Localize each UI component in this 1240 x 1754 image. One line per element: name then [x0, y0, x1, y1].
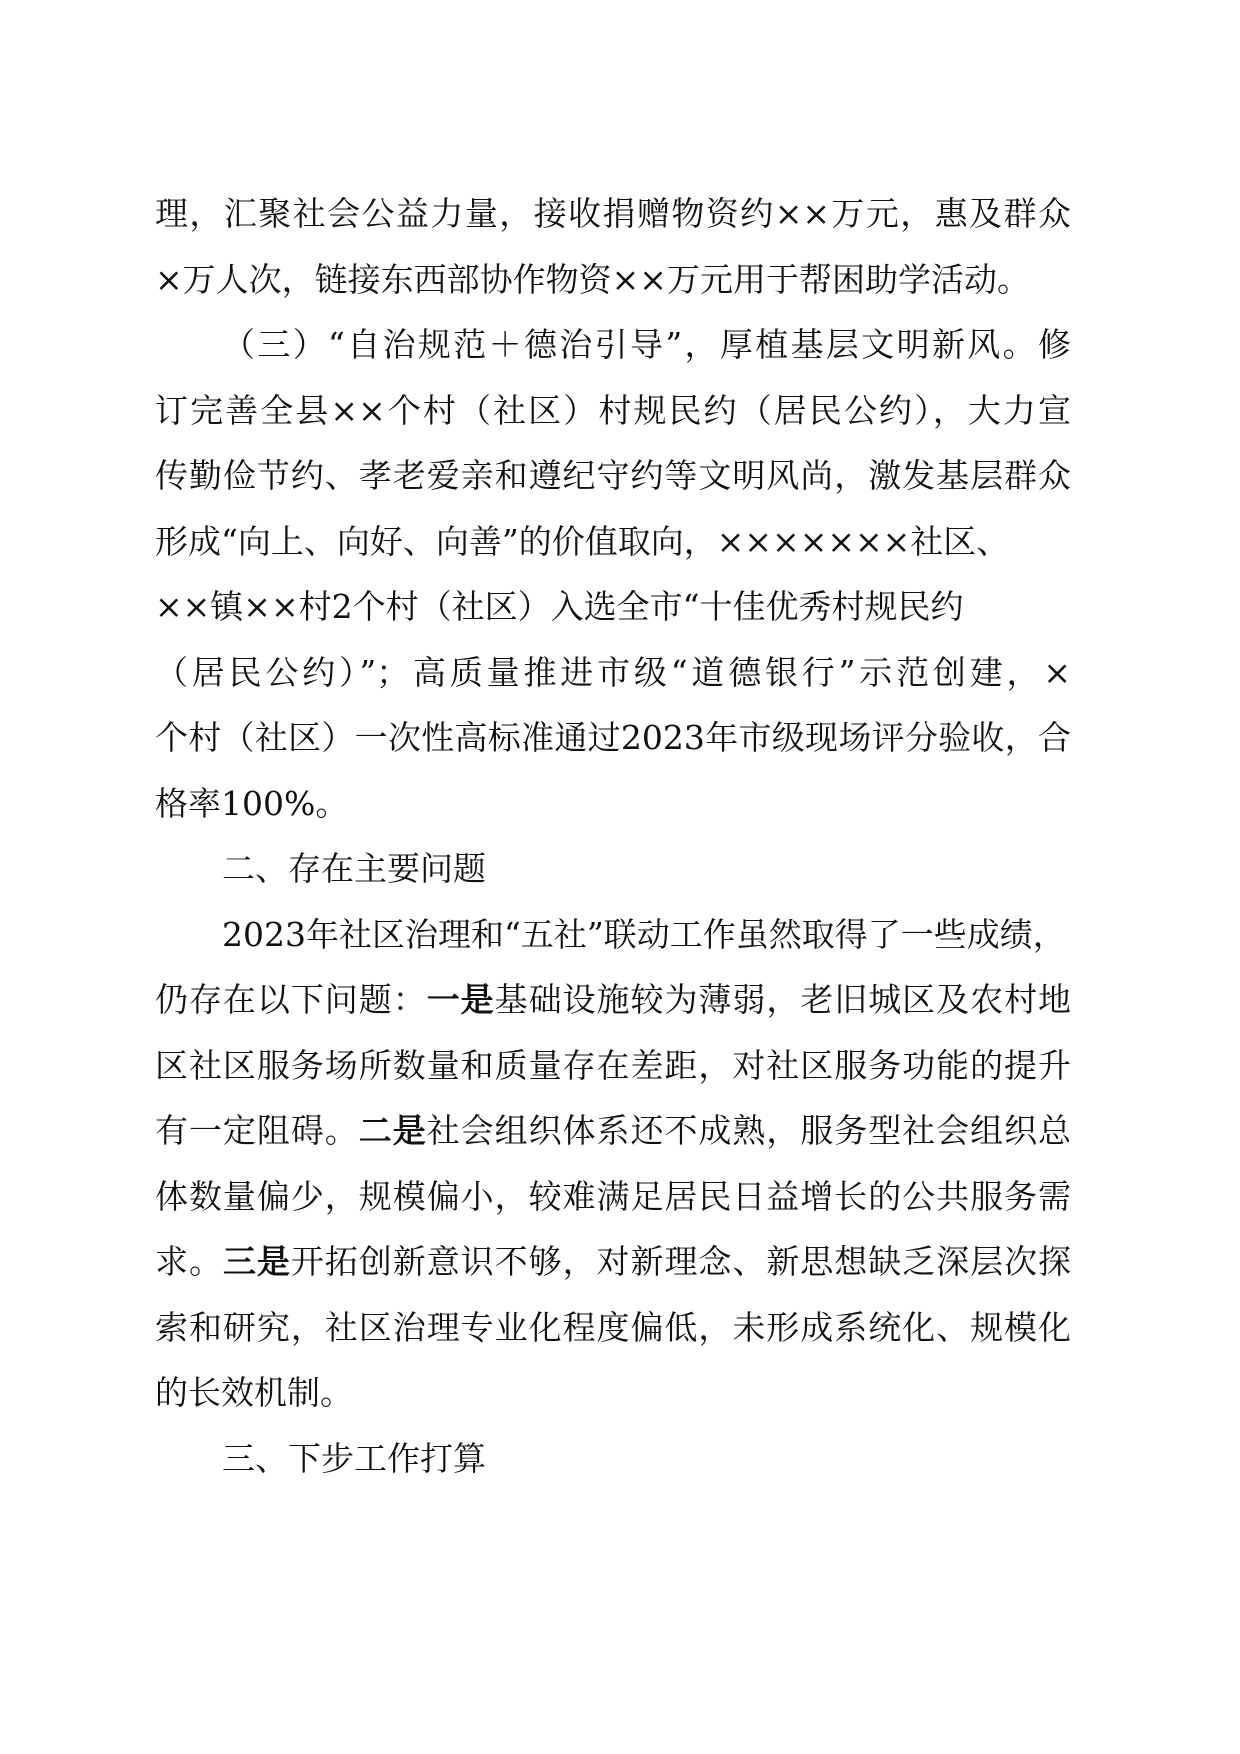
bold-label: 二是	[358, 1111, 427, 1150]
text-segment: 基础设施较为薄弱，老旧城区及农村地	[494, 980, 1072, 1019]
text-line	[155, 1229, 1071, 1295]
text-line: 个村（社区）一次性高标准通过2023年市级现场评分验收，合	[155, 718, 1071, 757]
text-line	[155, 1098, 1071, 1164]
text-line: 理，汇聚社会公益力量，接收捐赠物资约××万元，惠及群众	[155, 194, 1071, 233]
text-line: 的长效机制。	[155, 1373, 353, 1412]
text-line: ××镇××村2个村（社区）入选全市“十佳优秀村规民约	[155, 587, 964, 626]
text-segment: 开拓创新意识不够，对新理念、新思想缺乏深层次探	[290, 1242, 1072, 1281]
heading-next-steps: 三、下步工作打算	[222, 1438, 486, 1478]
text-line: 传勤俭节约、孝老爱亲和遵纪守约等文明风尚，激发基层群众	[155, 456, 1071, 495]
text-line: 体数量偏少，规模偏小，较难满足居民日益增长的公共服务需	[155, 1176, 1071, 1216]
text-segment: 有一定阻碍。	[155, 1111, 359, 1150]
bold-label: 三是	[222, 1242, 291, 1281]
text-line: ×万人次，链接东西部协作物资××万元用于帮困助学活动。	[155, 259, 1030, 299]
text-line: （居民公约）”；高质量推进市级“道德银行”示范创建，×	[155, 652, 1071, 692]
text-line: 形成“向上、向好、向善”的价值取向，×××××××社区、	[155, 521, 1010, 561]
heading-problems: 二、存在主要问题	[222, 849, 486, 888]
text-line: 格率100%。	[155, 783, 349, 823]
text-line: 索和研究，社区治理专业化程度偏低，未形成系统化、规模化	[155, 1307, 1071, 1347]
text-line: 区社区服务场所数量和质量存在差距，对社区服务功能的提升	[155, 1045, 1071, 1085]
text-segment: 社会组织体系还不成熟，服务型社会组织总	[426, 1111, 1072, 1150]
bold-label: 一是	[426, 980, 495, 1019]
text-line: 2023年社区治理和“五社”联动工作虽然取得了一些成绩，	[222, 914, 1066, 954]
text-segment: 求。	[155, 1242, 223, 1281]
section-heading-3: （三）“自治规范＋德治引导”，厚植基层文明新风。修	[222, 325, 1071, 364]
text-segment: 仍存在以下问题：	[155, 980, 427, 1019]
text-line	[155, 967, 1071, 1033]
text-line: 订完善全县××个村（社区）村规民约（居民公约），大力宣	[155, 390, 1071, 430]
document-body	[155, 181, 1071, 1491]
